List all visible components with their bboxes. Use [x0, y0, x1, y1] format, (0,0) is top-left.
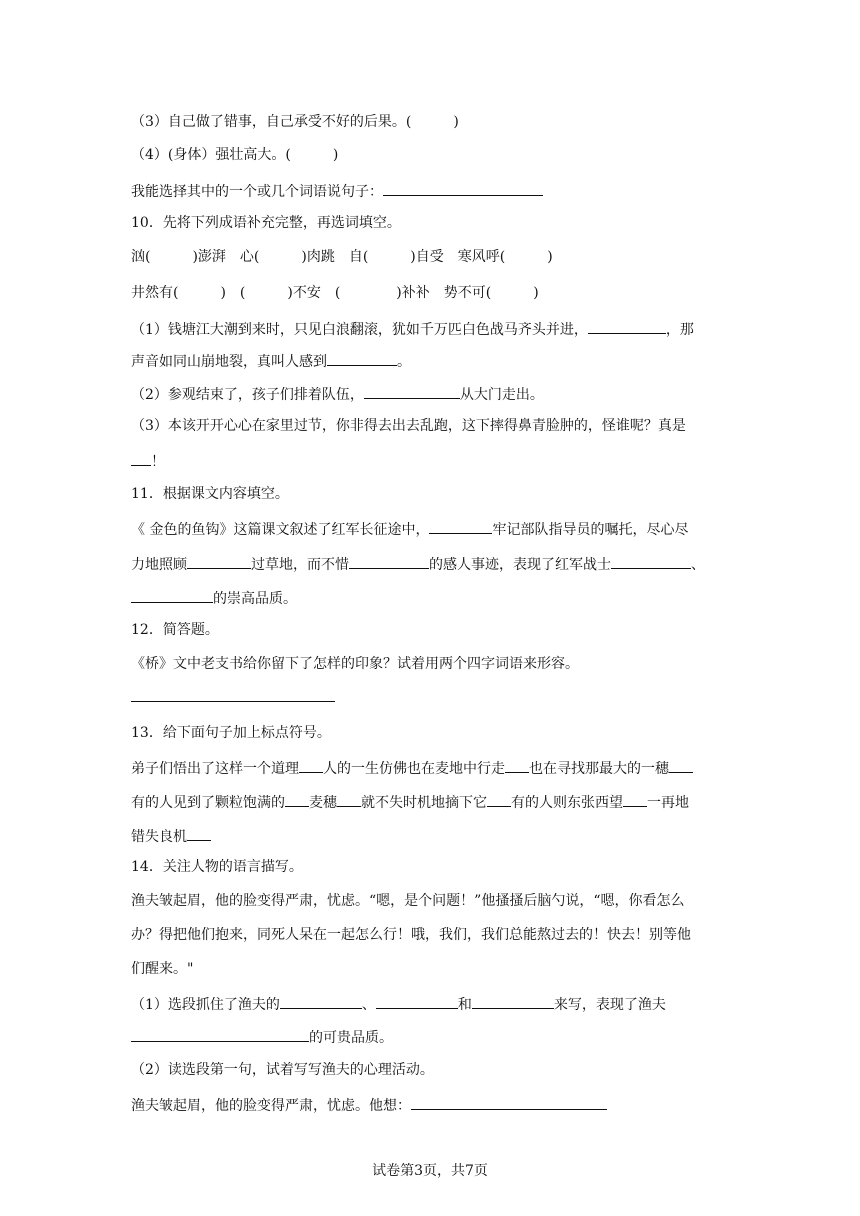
q10-idiom-row-1: 汹( )澎湃 心( )肉跳 自( )自受 寒风呼( ) [131, 249, 553, 265]
answer-blank[interactable] [429, 518, 492, 534]
q14-sentence-1 [131, 993, 666, 1015]
q10-sentence-3-cont [131, 450, 165, 472]
q14-sentence-1-cont [131, 1026, 393, 1048]
q10-sentence-1 [131, 318, 694, 340]
q13-heading: 13．给下面句子加上标点符号。 [131, 725, 331, 741]
answer-blank[interactable] [472, 993, 554, 1009]
q9-item-3: （3）自己做了错事，自己承受不好的后果。( ) [131, 114, 459, 130]
text: 《 金色的鱼钩》这篇课文叙述了红军长征途中， [131, 522, 430, 538]
answer-blank[interactable] [349, 553, 429, 569]
text: 来写，表现了渔夫 [553, 997, 666, 1013]
text: 力地照顾 [131, 557, 187, 573]
text: 、 [361, 997, 376, 1013]
q12-answer-line [131, 686, 335, 708]
text: 渔夫皱起眉，他的脸变得严肃，忧虑。他想： [131, 1098, 411, 1114]
q14-sentence-2-answer [131, 1094, 607, 1116]
text: 从大门走出。 [459, 387, 544, 403]
answer-blank[interactable] [376, 993, 458, 1009]
answer-blank[interactable] [383, 180, 543, 196]
text: 人的一生仿佛也在麦地中行走 [323, 761, 505, 777]
q12-question: 《桥》文中老支书给你留下了怎样的印象？试着用两个四字词语来形容。 [131, 656, 579, 672]
q9-item-4: （4）(身体）强壮高大。( ) [131, 147, 339, 163]
q10-idiom-row-2: 井然有( ) ( )不安 ( )补补 势不可( ) [131, 285, 539, 301]
text: 声音如同山崩地裂，真叫人感到 [131, 354, 327, 370]
q10-sentence-3: （3）本该开开心心在家里过节，你非得去出去乱跑，这下摔得鼻青脸肿的，怪谁呢？真是 [131, 418, 686, 434]
q11-line-1 [131, 518, 688, 540]
punct-blank[interactable] [505, 757, 529, 773]
answer-blank[interactable] [131, 587, 213, 603]
text: 就不失时机地摘下它 [361, 795, 487, 811]
q10-heading: 10．先将下列成语补充完整，再选词填空。 [131, 215, 401, 231]
punct-blank[interactable] [669, 757, 693, 773]
text: 、 [691, 557, 705, 573]
text: 的崇高品质。 [213, 591, 297, 607]
answer-blank[interactable] [131, 686, 335, 702]
text: 和 [457, 997, 472, 1013]
text: ！ [151, 454, 165, 470]
text: 。 [397, 354, 411, 370]
text: 错失良机 [131, 829, 187, 845]
q10-sentence-1-cont [131, 350, 411, 372]
q11-heading: 11．根据课文内容填空。 [131, 486, 289, 502]
q13-line-2 [131, 791, 689, 813]
text: 有的人见到了颗粒饱满的 [131, 795, 285, 811]
q14-passage-line-2: 办？得把他们抱来，同死人呆在一起怎么行！哦，我们，我们总能熬过去的！快去！别等他 [131, 927, 691, 943]
q11-line-2 [131, 553, 705, 575]
text: 一再地 [647, 795, 689, 811]
q11-line-3 [131, 587, 297, 609]
punct-blank[interactable] [337, 791, 361, 807]
q14-passage-line-3: 们醒来。" [131, 961, 194, 977]
page-footer: 试卷第3页，共7页 [372, 1163, 488, 1179]
q10-sentence-2 [131, 383, 544, 405]
answer-blank[interactable] [327, 350, 397, 366]
text: 麦穗 [309, 795, 337, 811]
answer-blank[interactable] [364, 383, 460, 399]
q13-line-3 [131, 825, 211, 847]
answer-blank[interactable] [187, 553, 251, 569]
q12-heading: 12．简答题。 [131, 622, 219, 638]
answer-blank[interactable] [131, 450, 151, 466]
text: 的感人事迹，表现了红军战士 [429, 557, 611, 573]
punct-blank[interactable] [487, 791, 511, 807]
answer-blank[interactable] [131, 1026, 309, 1042]
text: 也在寻找那最大的一穗 [529, 761, 669, 777]
punct-blank[interactable] [285, 791, 309, 807]
punct-blank[interactable] [623, 791, 647, 807]
text: ，那 [665, 322, 694, 338]
punct-blank[interactable] [299, 757, 323, 773]
text: 牢记部队指导员的嘱托，尽心尽 [492, 522, 689, 538]
answer-blank[interactable] [411, 1094, 607, 1110]
text: （2）参观结束了，孩子们排着队伍， [131, 387, 364, 403]
answer-blank[interactable] [588, 318, 666, 334]
text: 的可贵品质。 [309, 1030, 393, 1046]
text: 弟子们悟出了这样一个道理 [131, 761, 299, 777]
prompt-text: 我能选择其中的一个或几个词语说句子： [131, 184, 383, 200]
q14-passage-line-1: 渔夫皱起眉，他的脸变得严肃，忧虑。“嗯，是个问题！”他搔搔后脑勺说，“嗯，你看怎么 [131, 893, 685, 909]
text: （1）钱塘江大潮到来时，只见白浪翻滚，犹如千万匹白色战马齐头并进， [131, 322, 588, 338]
text: 过草地，而不惜 [251, 557, 349, 573]
q13-line-1 [131, 757, 693, 779]
text: （1）选段抓住了渔夫的 [131, 997, 280, 1013]
q9-sentence-prompt [131, 180, 543, 202]
answer-blank[interactable] [280, 993, 362, 1009]
answer-blank[interactable] [611, 553, 691, 569]
punct-blank[interactable] [187, 825, 211, 841]
text: 有的人则东张西望 [511, 795, 623, 811]
q14-sentence-2: （2）读选段第一句，试着写写渔夫的心理活动。 [131, 1062, 434, 1078]
q14-heading: 14．关注人物的语言描写。 [131, 859, 303, 875]
